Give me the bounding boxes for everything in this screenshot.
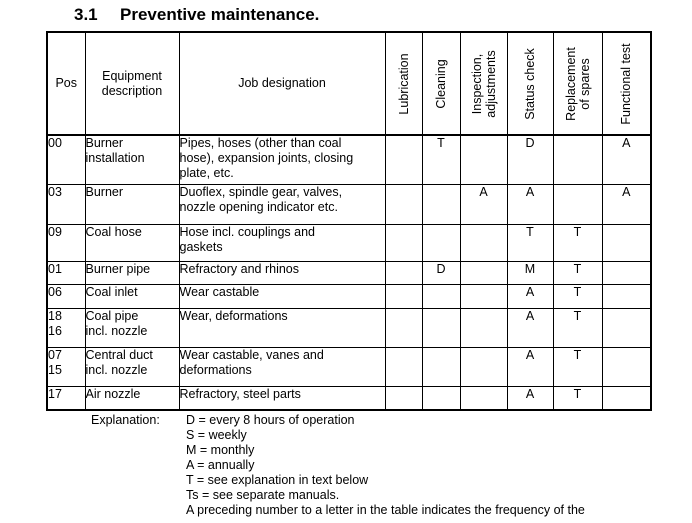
cell-pos: 17	[47, 386, 85, 410]
cell-equipment: Coal pipe incl. nozzle	[85, 308, 179, 347]
cell-inspection	[460, 135, 507, 184]
cell-status-check: A	[507, 184, 553, 224]
cell-equipment: Burner pipe	[85, 261, 179, 284]
header-inspection: Inspection, adjustments	[460, 32, 507, 135]
cell-functional-test	[602, 224, 651, 261]
cell-lubrication	[385, 284, 422, 308]
cell-replacement: T	[553, 308, 602, 347]
explanation-label: Explanation:	[91, 413, 160, 427]
cell-status-check: D	[507, 135, 553, 184]
header-equipment: Equipment description	[85, 32, 179, 135]
cell-inspection	[460, 261, 507, 284]
explanation-item: M = monthly	[186, 443, 255, 457]
cell-replacement: T	[553, 347, 602, 386]
cell-cleaning: D	[422, 261, 460, 284]
table-row	[47, 224, 651, 261]
cell-cleaning	[422, 224, 460, 261]
cell-equipment: Burner	[85, 184, 179, 224]
cell-inspection: A	[460, 184, 507, 224]
header-cleaning: Cleaning	[422, 32, 460, 135]
cell-equipment: Burner installation	[85, 135, 179, 184]
cell-functional-test: A	[602, 135, 651, 184]
explanation-list	[186, 413, 585, 518]
table-row	[47, 347, 651, 386]
table-row	[47, 386, 651, 410]
header-replacement: Replacement of spares	[553, 32, 602, 135]
cell-status-check: A	[507, 386, 553, 410]
cell-pos: 07 15	[47, 347, 85, 386]
table-row	[47, 284, 651, 308]
cell-replacement: T	[553, 284, 602, 308]
section-heading	[74, 5, 319, 25]
cell-equipment: Air nozzle	[85, 386, 179, 410]
cell-lubrication	[385, 308, 422, 347]
cell-pos: 09	[47, 224, 85, 261]
cell-status-check: A	[507, 308, 553, 347]
cell-replacement: T	[553, 224, 602, 261]
cell-lubrication	[385, 261, 422, 284]
cell-equipment: Coal inlet	[85, 284, 179, 308]
header-pos: Pos	[47, 32, 85, 135]
cell-job: Wear, deformations	[179, 308, 385, 347]
cell-replacement: T	[553, 386, 602, 410]
cell-pos: 00	[47, 135, 85, 184]
explanation-item: A preceding number to a letter in the table indicates the frequency of the	[186, 503, 585, 517]
cell-status-check: T	[507, 224, 553, 261]
table-row	[47, 135, 651, 184]
cell-status-check: M	[507, 261, 553, 284]
section-number: 3.1	[74, 5, 98, 24]
cell-pos: 18 16	[47, 308, 85, 347]
cell-inspection	[460, 347, 507, 386]
cell-lubrication	[385, 184, 422, 224]
explanation-item: Ts = see separate manuals.	[186, 488, 340, 502]
cell-functional-test	[602, 386, 651, 410]
explanation-item: S = weekly	[186, 428, 247, 442]
table-row	[47, 261, 651, 284]
explanation-item: T = see explanation in text below	[186, 473, 369, 487]
cell-functional-test	[602, 347, 651, 386]
cell-pos: 06	[47, 284, 85, 308]
cell-cleaning	[422, 386, 460, 410]
cell-pos: 03	[47, 184, 85, 224]
maintenance-table	[46, 31, 652, 411]
cell-equipment: Coal hose	[85, 224, 179, 261]
cell-replacement	[553, 184, 602, 224]
cell-cleaning	[422, 284, 460, 308]
explanation-item: A = annually	[186, 458, 255, 472]
cell-inspection	[460, 308, 507, 347]
cell-lubrication	[385, 347, 422, 386]
cell-lubrication	[385, 224, 422, 261]
cell-cleaning: T	[422, 135, 460, 184]
cell-inspection	[460, 284, 507, 308]
cell-job: Pipes, hoses (other than coal hose), expansion joints, closing plate, etc.	[179, 135, 385, 184]
cell-lubrication	[385, 135, 422, 184]
cell-job: Duoflex, spindle gear, valves, nozzle opening indicator etc.	[179, 184, 385, 224]
cell-functional-test	[602, 284, 651, 308]
table-row	[47, 184, 651, 224]
header-row	[47, 32, 651, 135]
cell-cleaning	[422, 308, 460, 347]
cell-replacement	[553, 135, 602, 184]
cell-job: Wear castable, vanes and deformations	[179, 347, 385, 386]
cell-job: Refractory, steel parts	[179, 386, 385, 410]
header-status-check: Status check	[507, 32, 553, 135]
cell-functional-test: A	[602, 184, 651, 224]
cell-functional-test	[602, 261, 651, 284]
cell-equipment: Central duct incl. nozzle	[85, 347, 179, 386]
cell-cleaning	[422, 347, 460, 386]
cell-job: Wear castable	[179, 284, 385, 308]
cell-inspection	[460, 224, 507, 261]
cell-status-check: A	[507, 284, 553, 308]
cell-job: Hose incl. couplings and gaskets	[179, 224, 385, 261]
cell-inspection	[460, 386, 507, 410]
explanation-item: D = every 8 hours of operation	[186, 413, 355, 427]
cell-lubrication	[385, 386, 422, 410]
header-job: Job designation	[179, 32, 385, 135]
cell-status-check: A	[507, 347, 553, 386]
cell-functional-test	[602, 308, 651, 347]
table-row	[47, 308, 651, 347]
header-lubrication: Lubrication	[385, 32, 422, 135]
cell-pos: 01	[47, 261, 85, 284]
header-functional-test: Functional test	[602, 32, 651, 135]
cell-replacement: T	[553, 261, 602, 284]
cell-job: Refractory and rhinos	[179, 261, 385, 284]
section-title: Preventive maintenance.	[120, 5, 320, 24]
cell-cleaning	[422, 184, 460, 224]
